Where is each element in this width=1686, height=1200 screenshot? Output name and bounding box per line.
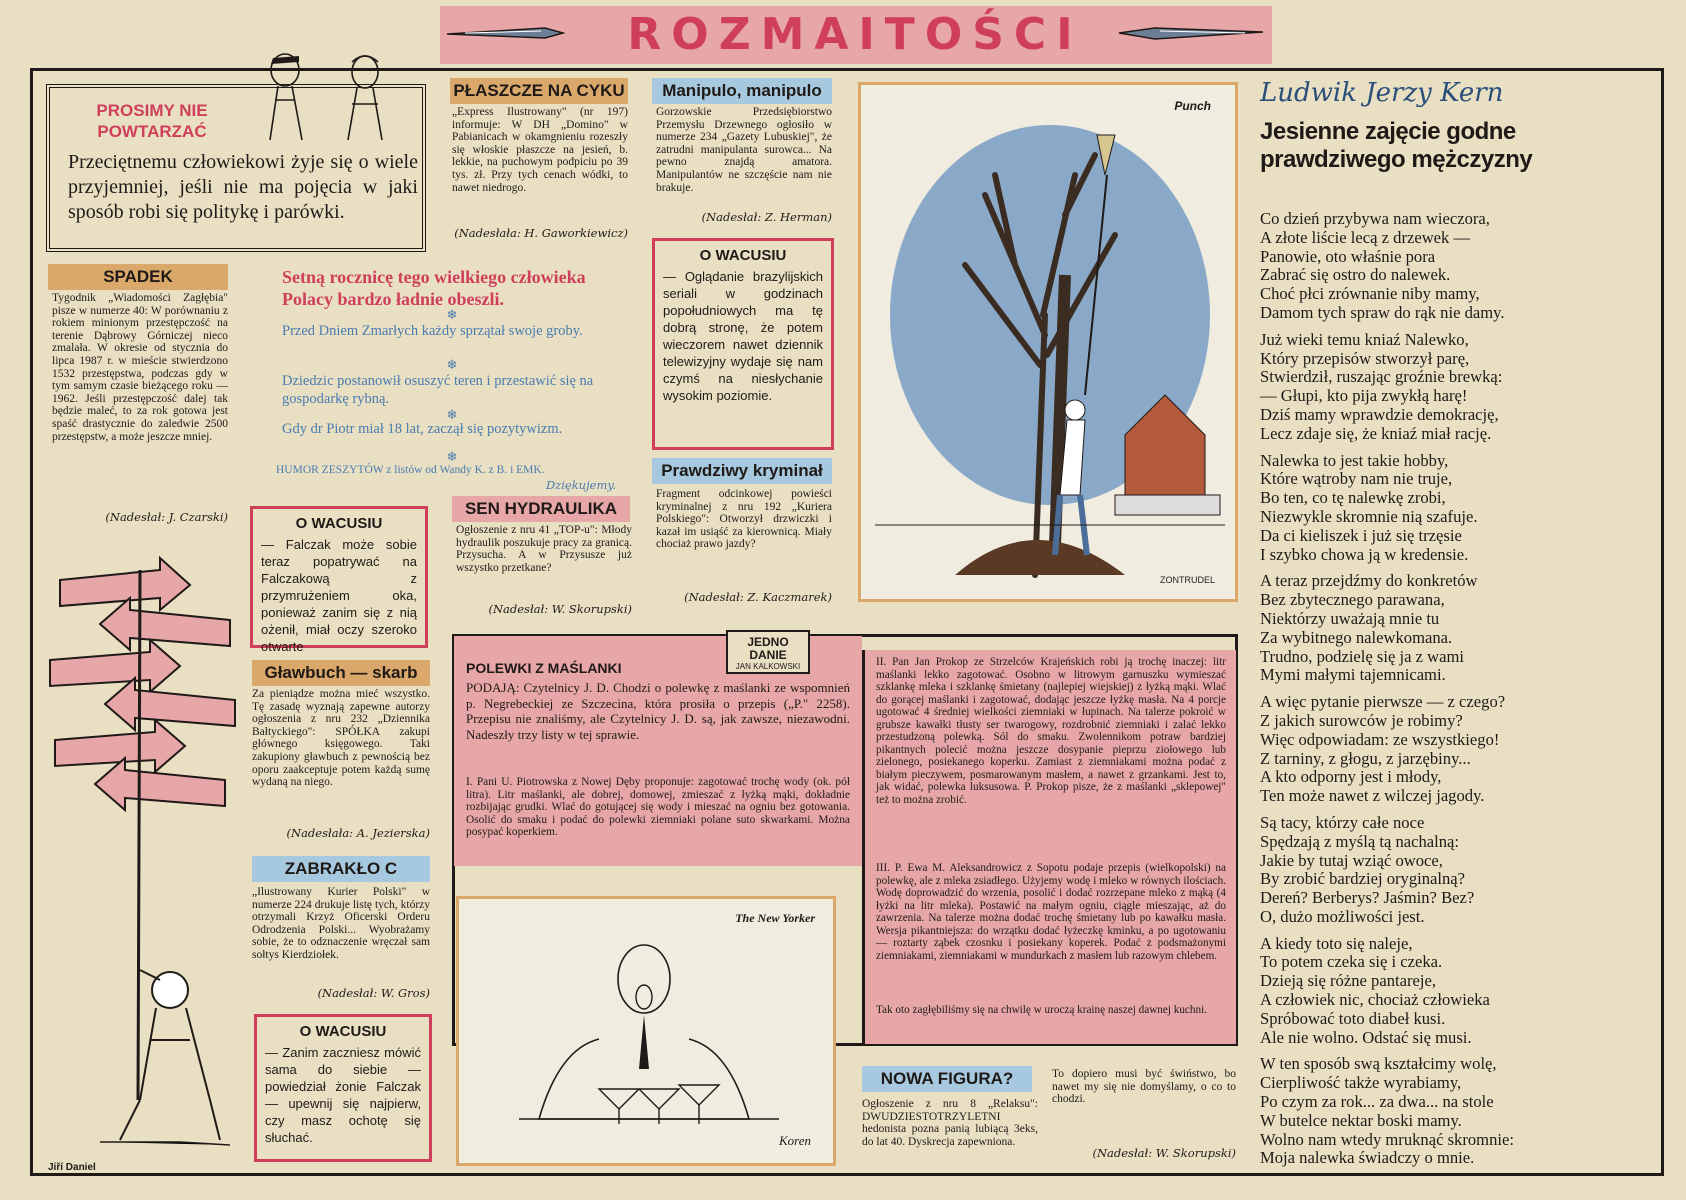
wacusiu2-text: — Falczak może sobie teraz popatrywać na Falczakową z przymrużeniem oka, ponieważ zanim się z nią ożenił, miał oczy szeroko otwarte	[261, 537, 417, 654]
wacusiu3-box	[254, 1014, 432, 1162]
wacusiu2-title: O WACUSIU	[295, 515, 383, 532]
badge-author: JAN KALKOWSKI	[735, 662, 801, 671]
manipulo-header: Manipulo, manipulo	[652, 78, 832, 104]
punch-cartoon	[858, 82, 1238, 602]
poem-stanza: Są tacy, którzy całe noce Spędzają z myślą tą nachalną: Jakie by tutaj wziąć owoce, By zrobić bardziej oryginalną? Dereń? Berberys? Jaśmin? Bez? O, dużo możliwości jest.	[1260, 812, 1475, 926]
prosimy-title: PROSIMY NIE POWTARZAĆ	[96, 101, 208, 141]
poem-stanza: A więc pytanie pierwsze — z czego? Z jakich surowców je robimy? Więc odpowiadam: ze wszystkiego! Z tarniny, z głogu, z jarzębiny... A kto odporny jest i młody, Ten może nawet z wilczej jagody.	[1260, 692, 1506, 806]
nowa-header: NOWA FIGURA?	[862, 1066, 1032, 1092]
nowa-credit: (Nadesłał: W. Skorupski)	[1092, 1146, 1236, 1160]
prosimy-text: Przeciętnemu człowiekowi żyje się o wiele przyjemniej, jeśli nie ma pojęcia w jaki sposób robi się politykę i parówki.	[68, 151, 418, 223]
nowa-text1: Ogłoszenie z nru 8 „Relaksu": DWUDZIESTOTRZYLETNI hedonista pozna panią lubiącą 3eks, do lat 40. Dyskrecja zapewniona.	[862, 1098, 1038, 1148]
page-title: ROZMAITOŚCI	[627, 8, 1083, 60]
rocznica-thanks: Dziękujemy.	[545, 478, 616, 492]
spadek-text: Tygodnik „Wiadomości Zagłębia" pisze w numerze 40: W porównaniu z rokiem minionym przestępczość na terenie Dąbrowy Górniczej nieco zmalała. W okresie od stycznia do lipca 1987 r. w mieście stwierdzono 1532 przestępstwa, podczas gdy w tym samym czasie bieżącego roku — 1962. Jeśli przestępczość dalej tak będzie maleć, to za rok gotowa jest spaść drastycznie do zaledwie 2500 przestępstw, a może jeszcze mniej.	[52, 292, 228, 443]
tree-raking-drawing	[875, 115, 1225, 595]
rocznica-humor: HUMOR ZESZYTÓW z listów od Wandy K. z B. i EMK.	[276, 464, 545, 476]
polewki-p5: Tak oto zagłębiliśmy się na chwilę w uroczą krainę naszej dawnej kuchni.	[876, 1004, 1207, 1016]
plaszcze-credit: (Nadesłała: H. Gaworkiewicz)	[454, 226, 628, 240]
sen-text: Ogłoszenie z nru 41 „TOP-u": Młody hydraulik poszukuje pracy za granicą. Przysucha. A w Przysusze już wszystko przetkane?	[456, 524, 632, 574]
rocznica-p2: Dziedzic postanowił osuszyć teren i przestawić się na gospodarkę rybną.	[282, 373, 594, 407]
man-with-glasses-drawing	[479, 919, 819, 1159]
nowa-text2: To dopiero musi być świństwo, bo nawet my się nie domyślamy, o co to chodzi.	[1052, 1068, 1236, 1106]
spadek-credit: (Nadesłał: J. Czarski)	[105, 510, 228, 524]
poem-stanza: A kiedy toto się naleje, To potem czeka się i czeka. Dzieją się różne pantareje, A człowiek nic, chociaż człowieka Spróbować toto diabeł kusi. Ale nie wolno. Odstać się musi.	[1260, 933, 1490, 1047]
cartoon2-artist: Koren	[778, 1133, 811, 1148]
cartoon1-artist: ZONTRUDEL	[1159, 575, 1215, 585]
star-icon: ❄	[446, 358, 458, 373]
jedno-danie-badge	[726, 630, 810, 674]
poem-title: Jesienne zajęcie godne prawdziwego mężczyzny	[1260, 118, 1533, 173]
prawdziwy-header: Prawdziwy kryminał	[652, 458, 832, 484]
zabraklo-credit: (Nadesłał: W. Gros)	[317, 986, 430, 1000]
plaszcze-text: „Express Ilustrowany" (nr 197) informuje: W DH „Domino" w Pabianicach w okamgnieniu rozeszły się włoskie płaszcze na jesień, b. lekkie, na puchowym podpiciu po 39 tys. zł. Przy tych cenach wódki, to nawet niedrogo.	[452, 106, 628, 194]
star-icon: ❄	[446, 308, 458, 323]
sen-header: SEN HYDRAULIKA	[452, 496, 630, 522]
plaszcze-header: PŁASZCZE NA CYKU	[450, 78, 628, 104]
spadek-header: SPADEK	[48, 264, 228, 290]
arrow-signpost-cartoon	[40, 540, 250, 1160]
polewki-p2: I. Pani U. Piotrowska z Nowej Dęby proponuje: zagotować trochę wody (ok. pół litra). Litr maślanki, ale dobrej, domowej, zmieszać z łyżką mąki, dokładnie rozbijając grudki. Wlać do gotującej się wody i mieszać na ogniu bez gotowania. Osolić do smaku i podać do polewki ziemniaki polane suto skwarkami. Można posypać koperkiem.	[466, 776, 850, 838]
wacusiu1-text: — Oglądanie brazylijskich seriali w godzinach popołudniowych ma tę dobrą stronę, że potem wieczorem nawet dziennik telewizyjny wydaje się nam czymś na niesłychanie wysokim poziomie.	[663, 269, 823, 403]
wacusiu2-box	[250, 506, 428, 654]
pen-icon-left	[445, 18, 565, 48]
wacusiu3-title: O WACUSIU	[299, 1023, 387, 1040]
poem-author: Ludwik Jerzy Kern	[1260, 78, 1504, 108]
zabraklo-text: „Ilustrowany Kurier Polski" w numerze 224 drukuje listę tych, którzy otrzymali Krzyż Oficerski Orderu Odrodzenia Polski... Wyobrażamy sobie, że to odznaczenie wręczał sam sołtys Kierdziołek.	[252, 886, 430, 961]
cartoon3-artist: Jiří Daniel	[48, 1162, 96, 1173]
poem-stanza: Co dzień przybywa nam wieczora, A złote liście lecą z drzewek — Panowie, oto właśnie pora Zabrać się ostro do nalewek. Choć płci zrównanie niby mamy, Damom tych spraw do rąk nie damy.	[1260, 209, 1505, 322]
rocznica-title: Setną rocznicę tego wielkiego człowieka Polacy bardzo ładnie obeszli.	[282, 267, 586, 309]
prawdziwy-credit: (Nadesłał: Z. Kaczmarek)	[684, 590, 832, 604]
poem-stanza: Już wieki temu kniaź Nalewko, Który przepisów stworzył parę, Stwierdził, ruszając groźnie brewką: — Głupi, kto pija zwykłą harę! Dziś mamy wprawdzie demokrację, Lecz zdaje się, że kniaź miał rację.	[1260, 329, 1503, 443]
polewki-p1: PODAJĄ: Czytelnicy J. D. Chodzi o polewkę z maślanki ze wspomnień p. Negrebeckiej ze Szczecina, która prosiła o przepis („P." 2258). Przepisu nie znaliśmy, ale Czytelnicy J. D. są, jak zawsze, niezawodni. Nadeszły trzy listy w tej sprawie.	[466, 680, 850, 742]
poem-stanza: W ten sposób swą kształcimy wolę, Cierpliwość także wyrabiamy, Po czym za rok... za dwa... na stole W butelce nektar boski mamy. Wolno nam wtedy mruknąć skromnie: Moja nalewka świadczy o mnie.	[1260, 1054, 1514, 1168]
cartoon1-source: Punch	[1174, 99, 1211, 113]
zabraklo-header: ZABRAKŁO C	[252, 856, 430, 882]
wacusiu1-title: O WACUSIU	[699, 247, 787, 264]
poem-stanza: A teraz przejdźmy do konkretów Bez zbytecznego parawana, Niektórzy uważają mnie tu Za wybitnego nalewkomana. Trudno, podzielę się ja z wami Mymi małymi tajemnicami.	[1260, 571, 1478, 685]
sen-credit: (Nadesłał: W. Skorupski)	[488, 602, 632, 616]
cartoon2-source: The New Yorker	[735, 911, 815, 925]
glawbuch-header: Gławbuch — skarb	[252, 660, 430, 686]
new-yorker-cartoon	[456, 896, 836, 1166]
polewki-p4: III. P. Ewa M. Aleksandrowicz z Sopotu podaje przepis (wielkopolski) na polewkę, ale z mleka zsiadłego. Użyjemy wodę i mleko w równych ilościach. Wodę doprowadzić do wrzenia, posolić i dodać rozrzepane mleko z mąką (4 łyżki na litr mleka). Postawić na małym ogniu, ciągle mieszając, aż do zawrzenia. Na talerze można dodać trochę śmietany lub po kawałku masła. Wersja pikantniejsza: do wrzątku dodać łyżeczkę kminku, a po ugotowaniu — roztarty ząbek czosnku i posiekany koperek. Podać z podsmażonymi ziemniakami, ziemniakami w mundurkach z masłem lub razowym chlebem.	[876, 862, 1226, 962]
wacusiu1-box	[652, 238, 834, 450]
star-icon: ❄	[446, 450, 458, 465]
glawbuch-text: Za pieniądze można mieć wszystko. Tę zasadę wyznają zapewne autorzy ogłoszenia z nru 232 „Dziennika Bałtyckiego": SPÓŁKA zakupi głównego księgowego. Taki zakupiony gławbuch z pewnością bez oporu zaakceptuje potem każdą sumę wydaną na niego.	[252, 688, 430, 789]
rocznica-p1: Przed Dniem Zmarłych każdy sprzątał swoje groby.	[282, 323, 583, 339]
poem-stanza: Nalewka to jest takie hobby, Które wątroby nam nie truje, Bo ten, co tę nalewkę zrobi, Niezwykle skromnie nią szafuje. Da ci kieliszek i już się trzęsie I szybko chowa ją w kredensie.	[1260, 450, 1478, 564]
polewki-p3: II. Pan Jan Prokop ze Strzelców Krajeńskich robi ją trochę inaczej: litr maślanki lekko zagotować. Osobno w litrowym garnuszku wymieszać szklankę mleka i szklankę śmietany (najlepiej wiejskiej) z łyżką mąki. Wlać do gorącej maślanki i zagotować, dodając jeszcze łyżkę masła. Na 4 porcje ugotować 4 średniej wielkości ziemniaki w łupinach. Na talerze pokroić w grubsze kawałki tłusty ser twarogowy, rozdrobnić ziemniaki i zalać lekko przestudzoną polewką. Sól do smaku. Zwolennikom potraw bardziej pikantnych polecić można jeszcze dosypanie pieprzu ziołowego lub zielonego, posiekanego koperku. Zamiast z ziemniakami można podać z białym pieczywem, posmarowanym masłem, a nawet z grzankami. Jest to, jak widać, polewka luksusowa. P. Prokop pisze, że z maślanki „sklepowej" też to można zrobić.	[876, 656, 1226, 806]
two-men-drawing	[240, 50, 420, 142]
rocznica-p3: Gdy dr Piotr miał 18 lat, zaczął się pozytywizm.	[282, 421, 563, 437]
manipulo-credit: (Nadesłał: Z. Herman)	[701, 210, 832, 224]
prawdziwy-text: Fragment odcinkowej powieści kryminalnej z nru 192 „Kuriera Polskiego": Otworzył drzwiczki i kazał im usiąść za kierownicą. Miały chociaż prawo jazdy?	[656, 488, 832, 551]
manipulo-text: Gorzowskie Przedsiębiorstwo Przemysłu Drzewnego ogłosiło w numerze 234 „Gazety Lubuskiej", że zatrudni manipulanta surowca... Na pewno znajdą amatora. Manipulantów ne szczęście nam nie brakuje.	[656, 106, 832, 194]
poem-body	[1260, 210, 1660, 1176]
polewki-title: POLEWKI Z MAŚLANKI	[466, 660, 622, 676]
wacusiu3-text: — Zanim zaczniesz mówić sama do siebie — powiedział żonie Falczak — upewnij się najpierw, czy masz ochotę się słuchać.	[265, 1045, 421, 1145]
star-icon: ❄	[446, 408, 458, 423]
glawbuch-credit: (Nadesłała: A. Jezierska)	[286, 826, 430, 840]
badge-text: JEDNO DANIE	[747, 635, 789, 662]
